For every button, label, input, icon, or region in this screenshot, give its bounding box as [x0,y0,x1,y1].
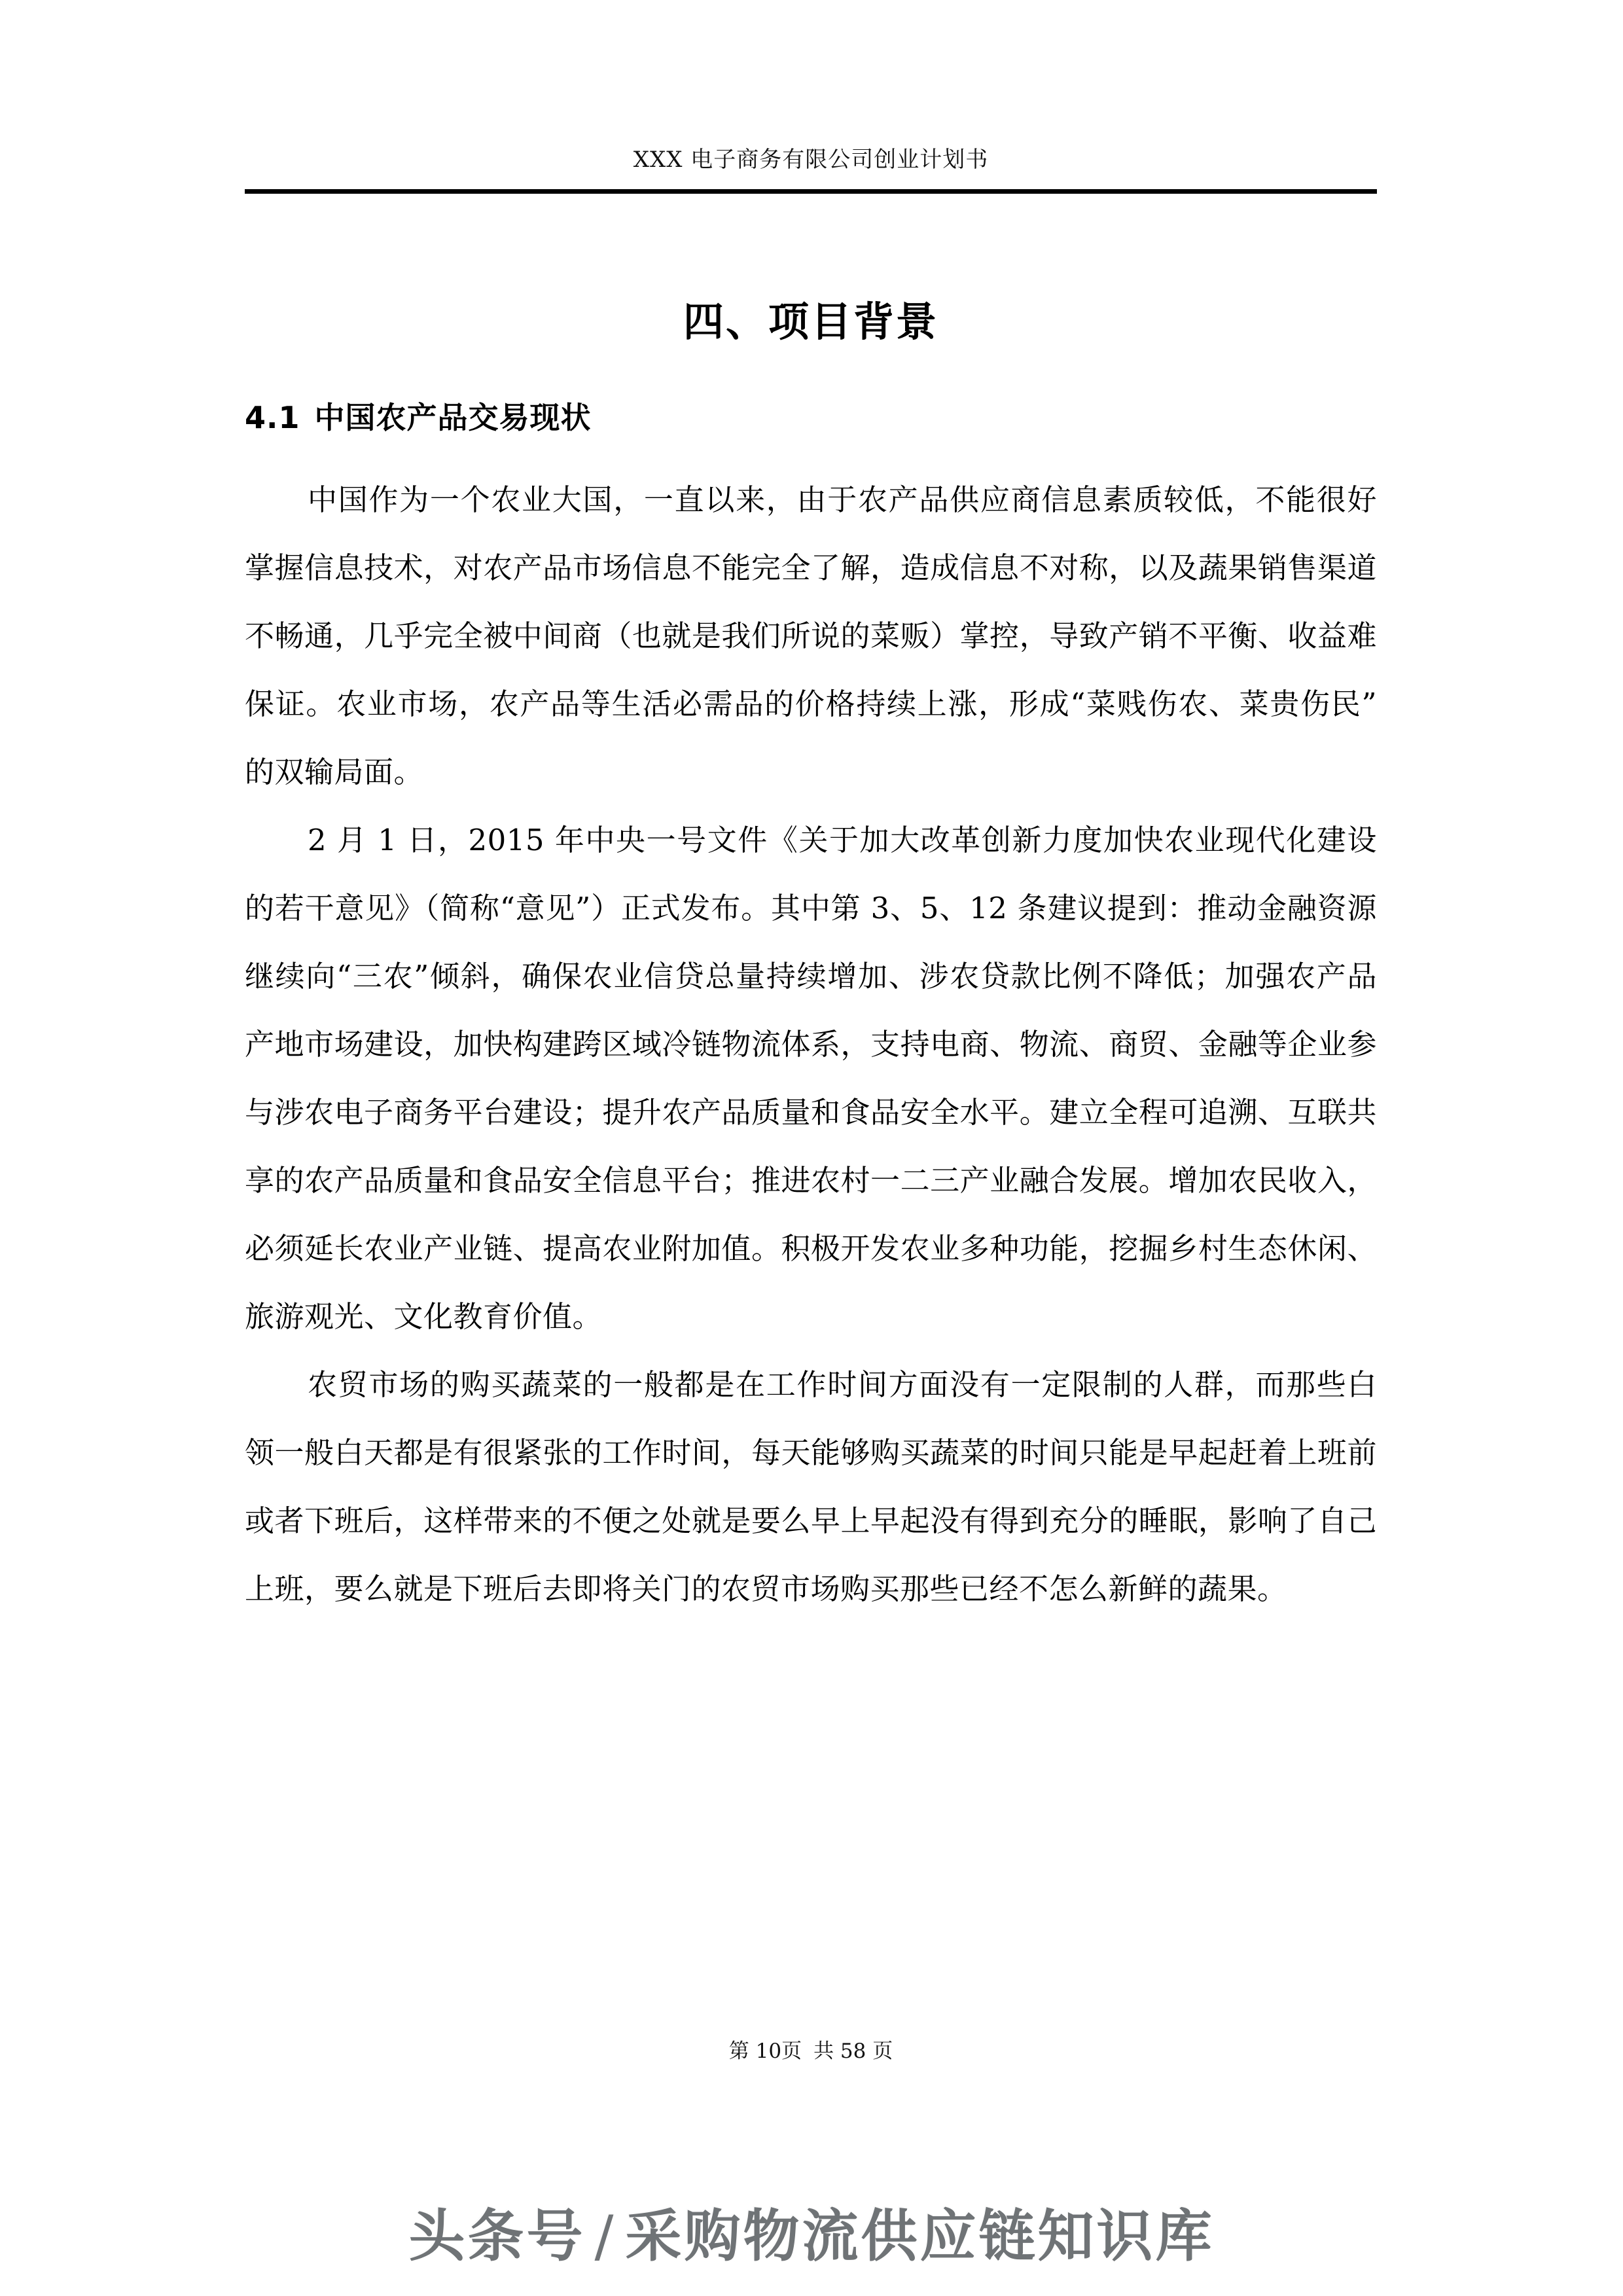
watermark [0,2194,1623,2279]
chapter-title: 四、项目背景 [683,298,938,346]
watermark-source-label: 头条号 [408,2204,586,2269]
page-footer [245,2037,1377,2066]
body-paragraph: 中国作为一个农业大国，一直以来，由于农产品供应商信息素质较低，不能很好掌握信息技术，对农产品市场信息不能完全了解，造成信息不对称，以及蔬果销售渠道不畅通，几乎完全被中间商（也就是我们所说的菜贩）掌控，导致产销不平衡、收益难保证。农业市场，农产品等生活必需品的价格持续上涨，形成“菜贱伤农、菜贵伤民”的双输局面。 [245,482,1377,789]
watermark-account-name: 采购物流供应链知识库 [625,2204,1215,2269]
section-heading [245,394,1377,441]
running-header-title: XXX 电子商务有限公司创业计划书 [633,147,989,173]
footer-total-pages: 共 58 页 [813,2039,893,2063]
watermark-separator: / [594,2204,616,2269]
running-header [245,143,1377,194]
document-content [245,288,1377,1623]
body-paragraph: 2 月 1 日，2015 年中央一号文件《关于加大改革创新力度加快农业现代化建设的若干意见》（简称“意见”）正式发布。其中第 3、5、12 条建议提到：推动金融资源继续向“三农”倾斜，确保农业信贷总量持续增加、涉农贷款比例不降低；加强农产品产地市场建设，加快构建跨区域冷链物流体系，支持电商、物流、商贸、金融等企业参与涉农电子商务平台建设；提升农产品质量和食品安全水平。建立全程可追溯、互联共享的农产品质量和食品安全信息平台；推进农村一二三产业融合发展。增加农民收入，必须延长农业产业链、提高农业附加值。积极开发农业多种功能，挖掘乡村生态休闲、旅游观光、文化教育价值。 [245,823,1377,1334]
section-number: 4.1 [245,400,300,435]
section-title: 中国农产品交易现状 [314,400,592,435]
body-paragraph: 农贸市场的购买蔬菜的一般都是在工作时间方面没有一定限制的人群，而那些白领一般白天都是有很紧张的工作时间，每天能够购买蔬菜的时间只能是早起赶着上班前或者下班后，这样带来的不便之处就是要么早上早起没有得到充分的睡眠，影响了自己上班，要么就是下班后去即将关门的农贸市场购买那些已经不怎么新鲜的蔬果。 [245,1367,1377,1606]
footer-current-page: 第 10页 [728,2039,802,2063]
header-divider-rule [245,189,1377,194]
